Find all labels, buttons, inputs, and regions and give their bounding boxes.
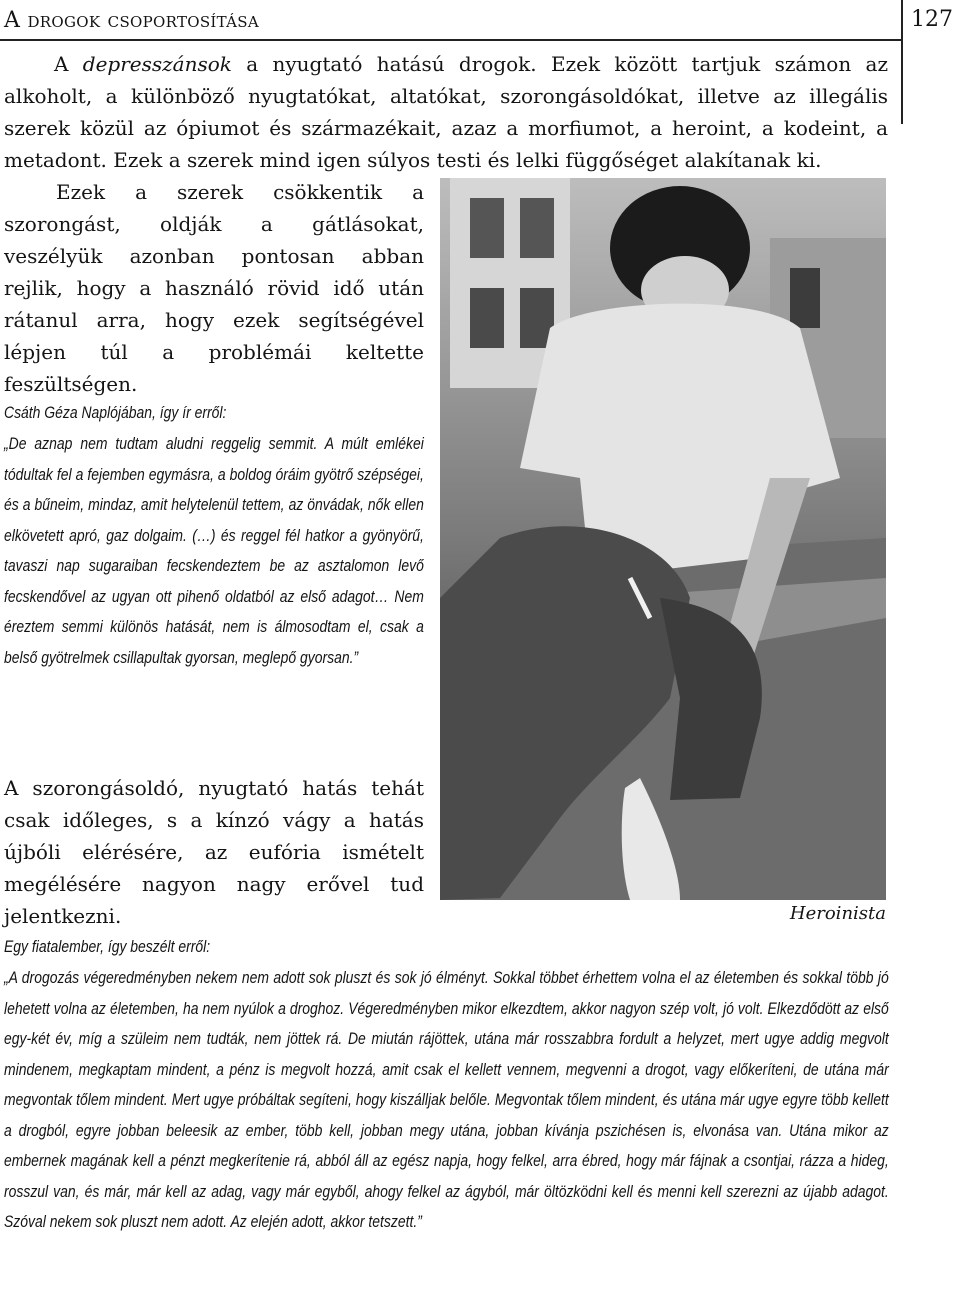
- quote-csath-intro: Csáth Géza Naplójában, így ír erről:: [4, 403, 227, 422]
- intro-term: depresszánsok: [82, 52, 232, 76]
- quote-young-man-intro: Egy fiatalember, így beszélt erről:: [4, 937, 211, 956]
- heroin-user-illustration: [440, 178, 886, 900]
- header-rule: [0, 39, 902, 41]
- quote-young-man: „A drogozás végeredményben nekem nem adott sok pluszt és sok jó élményt. Sokkal többet érhettem volna el az életemben és sokkal több jó lehetett volna az életemben, ha nem nyúlok a droghoz. Végeredményben mikor elkezdtem, akkor nagyon szép volt, jó volt. Elkezdődött az első egy-két év, míg a szüleim nem tudták, nem jöttek rá. De miután rájöttek, utána már rosszabbra fordult a helyzet, mert ugye addig megvolt mindenem, megkaptam mindent, a pénz is megvolt hozzá, amit csak el kellett vennem, megvenni a drogot, vagy előkeríteni, de utána már megvontak tőlem mindent. Mert ugye próbáltak segíteni, hogy kiszálljak belőle. Megvontak tőlem mindent, és utána már ugye egyre több kellett a drogból, egyre jobban beleesik az ember, több kell, jobban megy utána, jobban kívánja pszichésen is, elvonása van. Utána mikor az embernek magának kell a pénzt megkerítenie rá, abból áll az egész napja, hogy felkel, arra ébred, hogy már fájnak a csontjai, rázza a hideg, rosszul van, és már, már kell az adag, vagy már egyből, ahogy felkel az ágyból, már öltözködni kell és menni kell szerezni az újabb adagot. Szóval nekem sok pluszt nem adott. Az elején adott, akkor tetszett.”: [4, 968, 889, 1231]
- paragraph-effect: A szorongásoldó, nyugtató hatás tehát csak időleges, s a kínzó vágy a hatás újbóli elérésére, az eufória ismételt megélésére nagyon nagy erővel tud jelentkezni.: [4, 776, 424, 928]
- intro-rest: a nyugtató hatású drogok. Ezek között tartjuk számon az alkoholt, a különböző nyugtatókat, altatókat, szorongásoldókat, illetve az illegális szerek közül az ópiumot és származékait, azaz a morfiumot, a heroint, a kodeint, a metadont. Ezek a szerek mind igen súlyos testi és lelki függőséget alakítanak ki.: [4, 52, 888, 172]
- photo-caption: Heroinista: [789, 903, 886, 924]
- intro-paragraph: [4, 48, 888, 176]
- quote-csath: „De aznap nem tudtam aludni reggelig semmit. A múlt emlékei tódultak fel a fejemben egymásra, a boldog óráim gyötrő szépségei, és a bűneim, mindaz, amit helytelenül tettem, az önvádak, nők ellen elkövetett apró, gaz dolgaim. (…) és reggel fél hatkor a gyönyörű, tavaszi nap sugaraiban fecskendeztem be az asztalomon levő fecskendővel az ugyan ott pihenő oldatból az első adagot… Nem éreztem semmi különös hatását, nem is álmosodtam el, csak a belső gyötrelmek csillapultak gyorsan, meglepő gyorsan.”: [4, 434, 424, 667]
- paragraph-anxiety: Ezek a szerek csökkentik a szorongást, oldják a gátlásokat, veszélyük azonban pontosan abban rejlik, hogy a használó rövid idő után rátanul arra, hogy ezek segítségével lépjen túl a problémái keltette feszültségen.: [4, 180, 424, 396]
- page-header: [0, 0, 960, 46]
- heroin-user-photo: [440, 178, 886, 900]
- header-vertical-rule: [901, 0, 903, 124]
- page-number: 127: [911, 7, 953, 32]
- chapter-title: A drogok csoportosítása: [4, 8, 259, 33]
- intro-lead: A: [54, 52, 83, 76]
